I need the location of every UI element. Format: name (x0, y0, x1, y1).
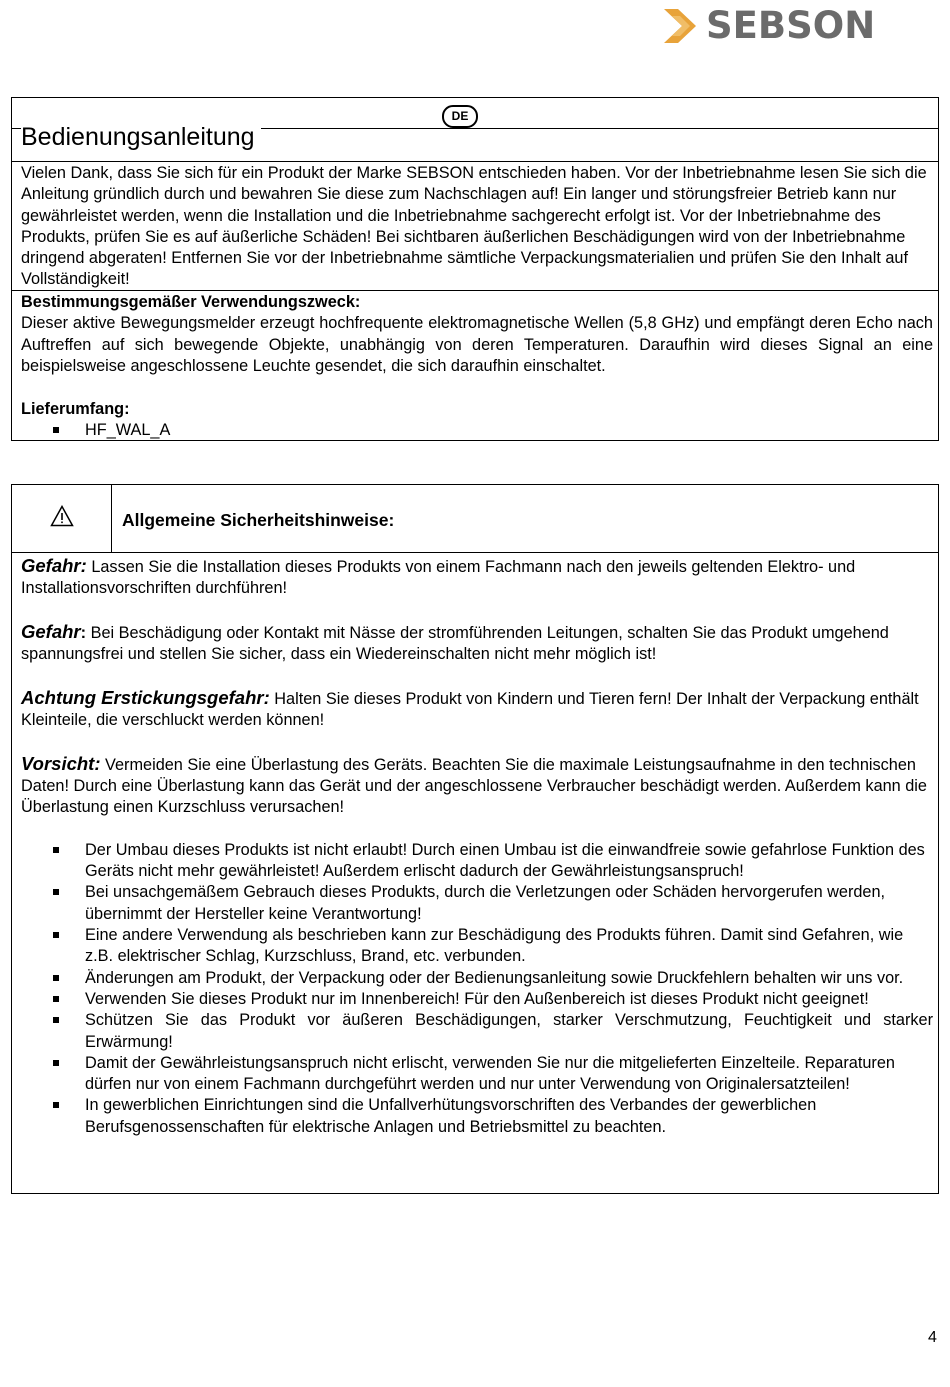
warning-paragraph (21, 621, 933, 666)
list-item (21, 420, 933, 441)
bullet-icon (53, 975, 59, 981)
list-item (21, 989, 933, 1010)
intro-section (11, 97, 939, 441)
section-divider (12, 290, 938, 291)
list-item (21, 840, 933, 883)
bullet-icon (53, 1102, 59, 1108)
chevron-arrow-icon (660, 6, 704, 46)
warning-icon-cell (12, 485, 112, 552)
bullet-icon (53, 427, 59, 433)
brand-logo (660, 4, 890, 48)
danger-text: Lassen Sie die Installation dieses Produkts von einem Fachmann nach den jeweils geltenden Elektro- und Installationsvorschriften durchführen! (21, 558, 856, 598)
bullet-text: Bei unsachgemäßem Gebrauch dieses Produkts, durch die Verletzungen oder Schäden hervorgerufen werden, übernimmt der Hersteller keine Verantwortung! (85, 883, 886, 923)
safety-title: Allgemeine Sicherheitshinweise: (122, 510, 395, 530)
safety-body (21, 555, 933, 1138)
caution-label: Vorsicht: (21, 752, 101, 774)
bullet-text: Schützen Sie das Produkt vor äußeren Beschädigungen, starker Verschmutzung, Feuchtigkeit und starker Erwärmung! (85, 1011, 933, 1051)
list-item (21, 1095, 933, 1138)
list-item (21, 1010, 933, 1053)
warning-paragraph (21, 753, 933, 819)
list-item (21, 968, 933, 989)
bullet-icon (53, 932, 59, 938)
safety-header (12, 485, 938, 553)
suffocation-label: Achtung Erstickungsgefahr: (21, 686, 270, 708)
language-badge: DE (442, 105, 478, 128)
page-number: 4 (928, 1329, 937, 1346)
danger-label: Gefahr: (21, 555, 87, 576)
purpose-block (21, 292, 933, 377)
bullet-icon (53, 1060, 59, 1066)
purpose-text: Dieser aktive Bewegungsmelder erzeugt hochfrequente elektromagnetische Wellen (5,8 GHz) und empfängt deren Echo nach Auftreffen auf sich bewegende Objekte, unabhängig von deren Temperaturen. Daraufhin wird dieses Signal an eine beispielsweise angeschlossene Leuchte gesendet, die sich daraufhin einschaltet. (21, 314, 933, 375)
warning-triangle-icon (50, 505, 74, 527)
bullet-icon (53, 847, 59, 853)
safety-section (11, 484, 939, 1194)
warning-paragraph (21, 687, 933, 732)
page-title: Bedienungsanleitung (21, 122, 261, 152)
danger-colon: : (80, 623, 87, 642)
warning-paragraph (21, 555, 933, 600)
title-row (12, 98, 938, 162)
intro-text: Vielen Dank, dass Sie sich für ein Produkt der Marke SEBSON entschieden haben. Vor der Inbetriebnahme lesen Sie sich die Anleitung gründlich durch und bewahren Sie diese zum Nachschlagen auf! Ein langer und störungsfreier Betrieb kann nur gewährleistet werden, wenn die Installation und die Inbetriebnahme sachgerecht erfolgt ist. Vor der Inbetriebnahme des Produkts, prüfen Sie es auf äußerliche Schäden! Bei sichtbaren äußerlichen Beschädigungen wird von der Inbetriebnahme dringend abgeraten! Entfernen Sie vor der Inbetriebnahme sämtliche Verpackungsmaterialien und prüfen Sie den Inhalt auf Vollständigkeit! (21, 164, 927, 289)
list-item (21, 925, 933, 968)
bullet-icon (53, 996, 59, 1002)
danger-label: Gefahr (21, 620, 81, 642)
scope-block (21, 399, 933, 442)
brand-name: SEBSON (706, 4, 876, 47)
bullet-text: Damit der Gewährleistungsanspruch nicht erlischt, verwenden Sie nur die mitgelieferten Einzelteile. Reparaturen dürfen nur von einem Fachmann durchgeführt werden und nur unter Verwendung von Originalersatzteilen! (85, 1053, 895, 1094)
scope-heading: Lieferumfang: (21, 400, 130, 418)
caution-text: Vermeiden Sie eine Überlastung des Geräts. Beachten Sie die maximale Leistungsaufnahme in den technischen Daten! Durch eine Überlastung kann das Gerät und der angeschlossene Verbraucher beschädigt werden. Außerdem kann die Überlastung einen Kurzschluss verursachen! (21, 755, 927, 817)
bullet-text: Der Umbau dieses Produkts ist nicht erlaubt! Durch einen Umbau ist die einwandfreie sowie gefahrlose Funktion des Geräts nicht mehr gewährleistet! Außerdem erlischt dadurch der Gewährleistungsanspruch! (85, 840, 925, 881)
bullet-icon (53, 1017, 59, 1023)
bullet-text: In gewerblichen Einrichtungen sind die Unfallverhütungsvorschriften des Verbandes der gewerblichen Berufsgenossenschaften für elektrische Anlagen und Betriebsmittel zu beachten. (85, 1096, 817, 1136)
bullet-text: Änderungen am Produkt, der Verpackung oder der Bedienungsanleitung sowie Druckfehlern behalten wir uns vor. (85, 968, 904, 987)
bullet-icon (53, 889, 59, 895)
scope-list (21, 420, 933, 441)
list-item (21, 882, 933, 925)
bullet-text: Eine andere Verwendung als beschrieben kann zur Beschädigung des Produkts führen. Damit sind Gefahren, wie z.B. elektrischer Schlag, Kurzschluss, Brand, etc. verbunden. (85, 926, 904, 966)
list-item (21, 1053, 933, 1096)
safety-bullet-list (21, 840, 933, 1138)
suffocation-text: Halten Sie dieses Produkt von Kindern und Tieren fern! Der Inhalt der Verpackung enthält Kleinteile, die verschluckt werden können! (21, 689, 919, 730)
bullet-text: Verwenden Sie dieses Produkt nur im Innenbereich! Für den Außenbereich ist dieses Produkt nicht geeignet! (85, 989, 869, 1008)
scope-item: HF_WAL_A (85, 421, 171, 440)
danger-text: Bei Beschädigung oder Kontakt mit Nässe der stromführenden Leitungen, schalten Sie das Produkt umgehend spannungsfrei und stellen Sie sicher, dass ein Wiedereinschalten nicht mehr möglich ist! (21, 623, 889, 664)
purpose-heading: Bestimmungsgemäßer Verwendungszweck: (21, 293, 361, 311)
